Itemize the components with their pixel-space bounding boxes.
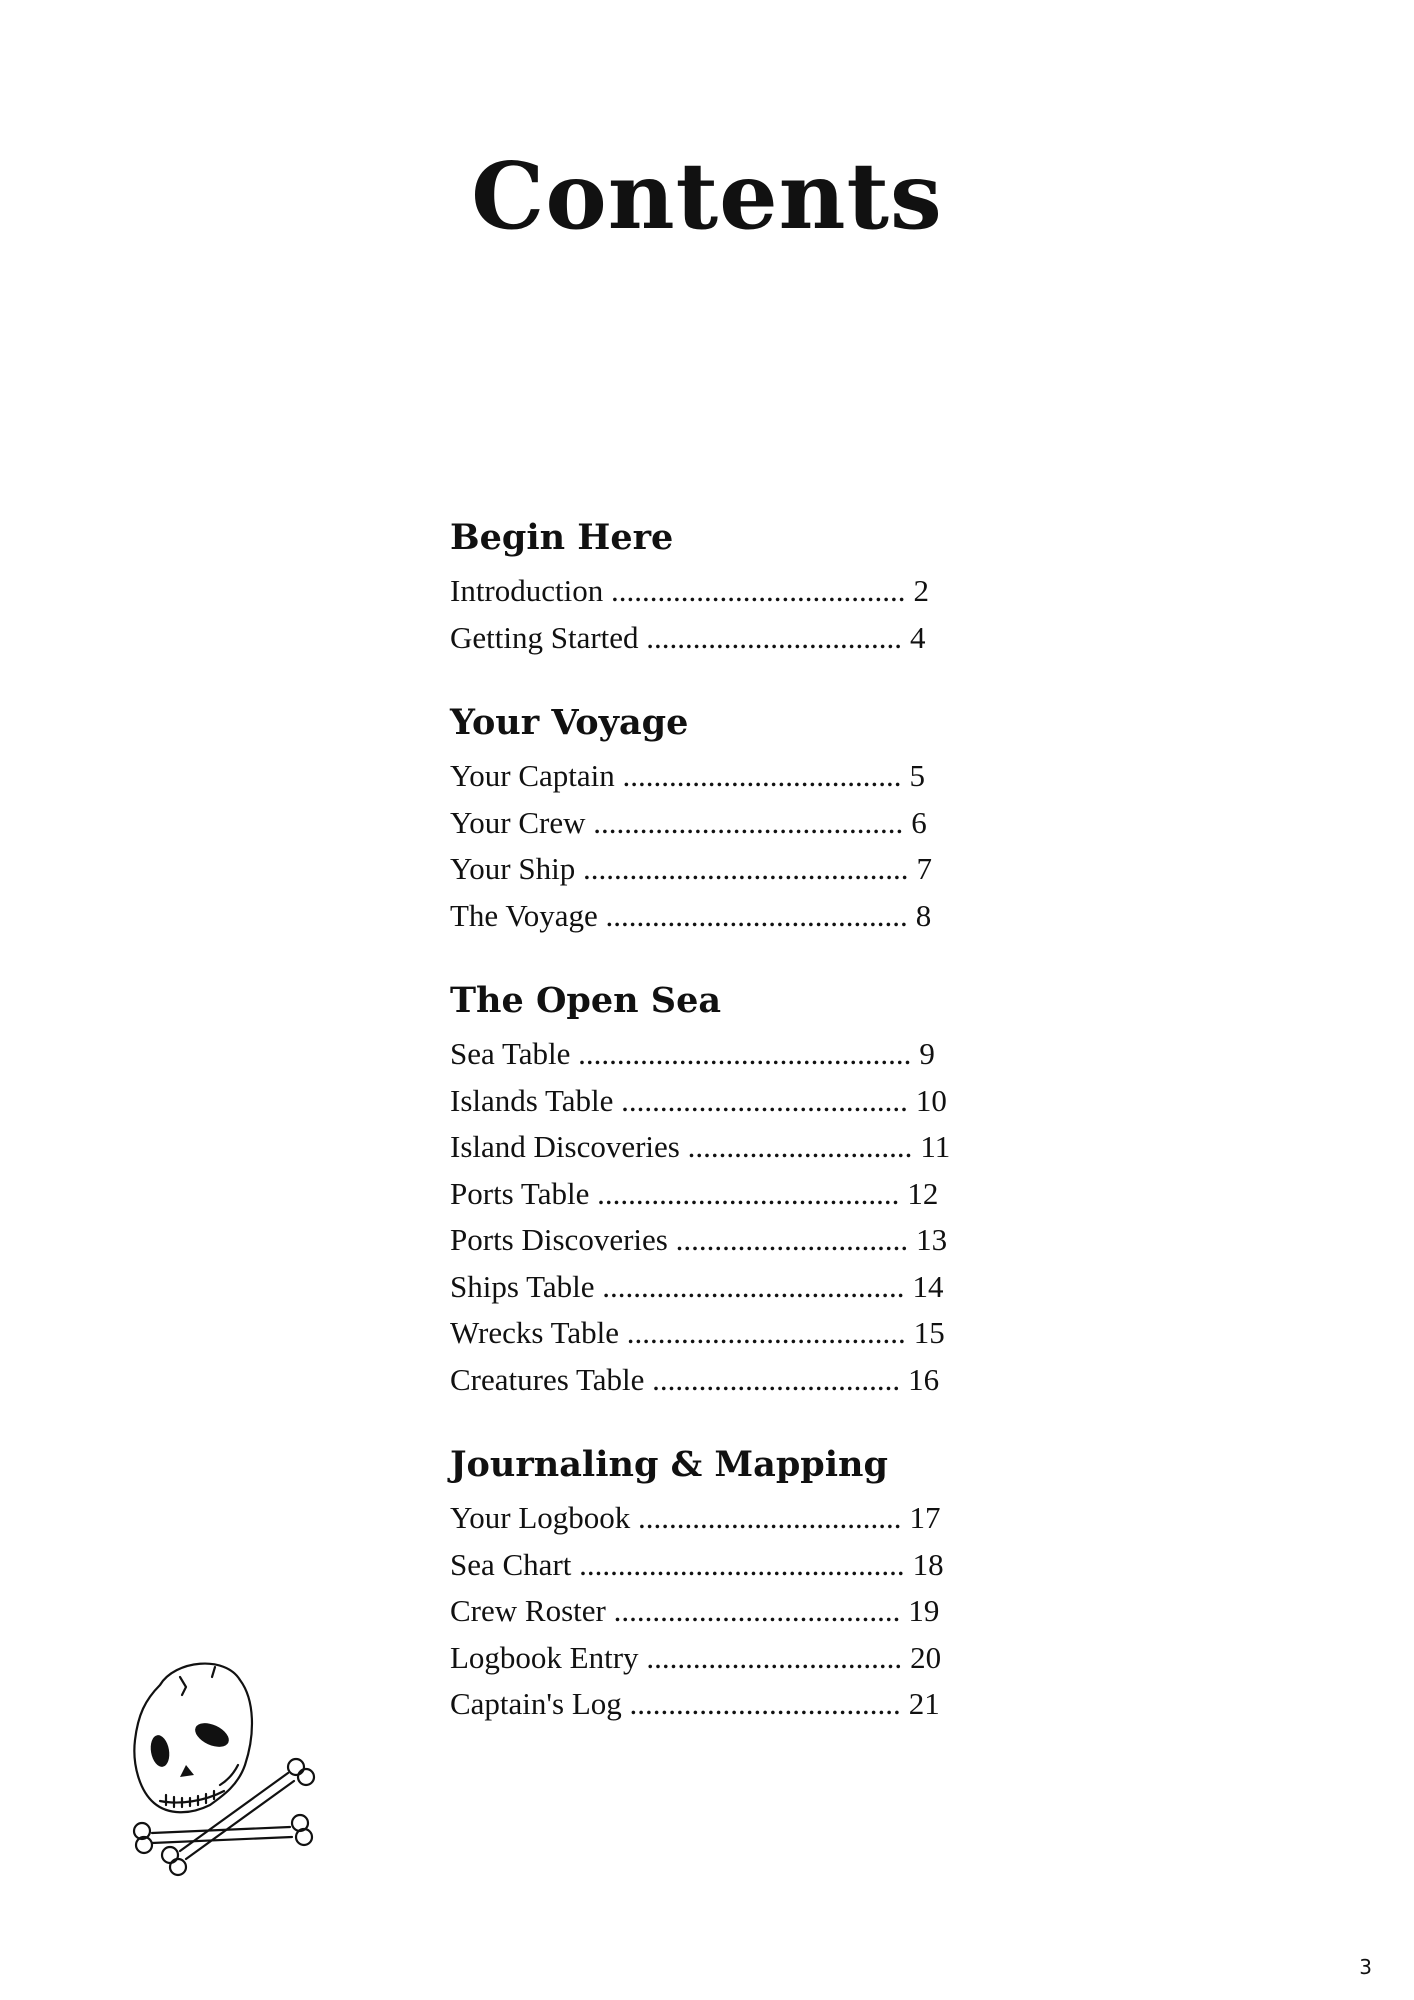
toc-entry-leader: .................................... xyxy=(622,758,902,793)
toc-section xyxy=(450,510,1010,661)
toc-entry-leader: ................................. xyxy=(646,1639,903,1675)
toc-entry[interactable] xyxy=(450,1031,1010,1078)
toc-entry-label: Your Crew xyxy=(450,804,586,840)
toc-entry-page: 14 xyxy=(912,1268,944,1304)
toc-entry-leader: ................................... xyxy=(629,1686,901,1721)
toc-entry-leader: ....................................... xyxy=(597,1175,900,1211)
toc-entry-label: Your Ship xyxy=(450,851,576,886)
toc-entry-label: Islands Table xyxy=(450,1082,614,1118)
toc-entry-label: Sea Chart xyxy=(450,1546,572,1582)
toc-entry-label: Introduction xyxy=(450,573,604,608)
toc-entry-page: 8 xyxy=(915,897,932,933)
toc-entry[interactable] xyxy=(450,893,1010,940)
toc-entry[interactable] xyxy=(450,1495,1010,1542)
toc-section xyxy=(450,695,1010,939)
toc-entry-label: Island Discoveries xyxy=(450,1129,680,1164)
toc-entry-leader: ............................. xyxy=(687,1129,913,1164)
section-heading: Journaling & Mapping xyxy=(450,1444,888,1485)
toc-entry-label: Creatures Table xyxy=(450,1361,645,1397)
toc-entry-label: Your Captain xyxy=(450,758,615,793)
toc-entry[interactable] xyxy=(450,1124,1010,1171)
toc-entry-leader: ....................................... xyxy=(605,897,908,933)
toc-entry-page: 5 xyxy=(909,758,926,793)
toc-entry-leader: .................................. xyxy=(638,1500,902,1535)
toc-entry-leader: .......................................... xyxy=(579,1546,905,1582)
toc-entry-label: The Voyage xyxy=(450,897,598,933)
toc-entry-page: 11 xyxy=(920,1129,951,1164)
page-title: Contents xyxy=(471,142,943,250)
toc-entry[interactable] xyxy=(450,846,1010,893)
toc-entry-label: Getting Started xyxy=(450,619,639,655)
toc-entry[interactable] xyxy=(450,1681,1010,1728)
toc-entry[interactable] xyxy=(450,1542,1010,1589)
toc-entry-page: 10 xyxy=(915,1082,947,1118)
toc-entry-page: 15 xyxy=(913,1315,945,1350)
toc-entry-leader: ........................................ xyxy=(593,804,904,840)
toc-section xyxy=(450,973,1010,1403)
toc-entry-page: 17 xyxy=(909,1500,941,1535)
toc-entry-leader: ....................................... xyxy=(602,1268,905,1304)
toc-entry-label: Captain's Log xyxy=(450,1686,622,1721)
toc-entry-label: Logbook Entry xyxy=(450,1639,639,1675)
toc-entry-page: 20 xyxy=(910,1639,942,1675)
toc-entry[interactable] xyxy=(450,1171,1010,1218)
toc-entry[interactable] xyxy=(450,568,1010,615)
toc-entry-leader: .............................. xyxy=(675,1222,909,1257)
toc-section xyxy=(450,1437,1010,1728)
toc-entry-page: 6 xyxy=(911,804,927,840)
toc-entry-leader: ................................ xyxy=(652,1361,901,1397)
toc-entry-leader: ..................................... xyxy=(613,1593,901,1628)
toc-entry-leader: .................................... xyxy=(626,1315,906,1350)
toc-entry-leader: ..................................... xyxy=(621,1082,908,1118)
toc-entry[interactable] xyxy=(450,1310,1010,1357)
toc-entry-label: Your Logbook xyxy=(450,1500,631,1535)
toc-entry-page: 13 xyxy=(916,1222,948,1257)
toc-entry-label: Ports Discoveries xyxy=(450,1222,668,1257)
toc-entry-page: 16 xyxy=(908,1361,940,1397)
toc-entry-page: 9 xyxy=(919,1036,935,1071)
toc-entry-leader: ...................................... xyxy=(611,573,906,608)
toc-entry[interactable] xyxy=(450,1635,1010,1682)
toc-entry-label: Ships Table xyxy=(450,1268,595,1304)
toc-entry-label: Sea Table xyxy=(450,1036,571,1071)
toc-entry-page: 18 xyxy=(912,1546,944,1582)
page-number: 3 xyxy=(1359,1955,1372,1979)
toc-entry-page: 12 xyxy=(907,1175,939,1211)
toc-entry-label: Crew Roster xyxy=(450,1593,606,1628)
toc-entry-leader: ................................. xyxy=(646,619,903,655)
toc-entry-page: 7 xyxy=(916,851,932,886)
toc-entry[interactable] xyxy=(450,1357,1010,1404)
toc-entry[interactable] xyxy=(450,615,1010,662)
toc-entry[interactable] xyxy=(450,1078,1010,1125)
toc-entry-page: 19 xyxy=(908,1593,940,1628)
toc-entry[interactable] xyxy=(450,1217,1010,1264)
toc-entry[interactable] xyxy=(450,800,1010,847)
table-of-contents xyxy=(450,510,1010,1762)
section-heading: Begin Here xyxy=(450,517,674,558)
toc-entry[interactable] xyxy=(450,753,1010,800)
toc-entry[interactable] xyxy=(450,1588,1010,1635)
toc-entry-label: Ports Table xyxy=(450,1175,590,1211)
toc-entry-label: Wrecks Table xyxy=(450,1315,620,1350)
toc-entry-leader: ........................................... xyxy=(578,1036,912,1071)
toc-entry-page: 2 xyxy=(913,573,929,608)
toc-entry-leader: .......................................... xyxy=(582,851,909,886)
section-heading: The Open Sea xyxy=(450,980,722,1021)
toc-entry-page: 21 xyxy=(908,1686,940,1721)
toc-entry[interactable] xyxy=(450,1264,1010,1311)
section-heading: Your Voyage xyxy=(450,702,689,743)
toc-entry-page: 4 xyxy=(910,619,926,655)
skull-and-crossbones-icon xyxy=(120,1655,330,1895)
